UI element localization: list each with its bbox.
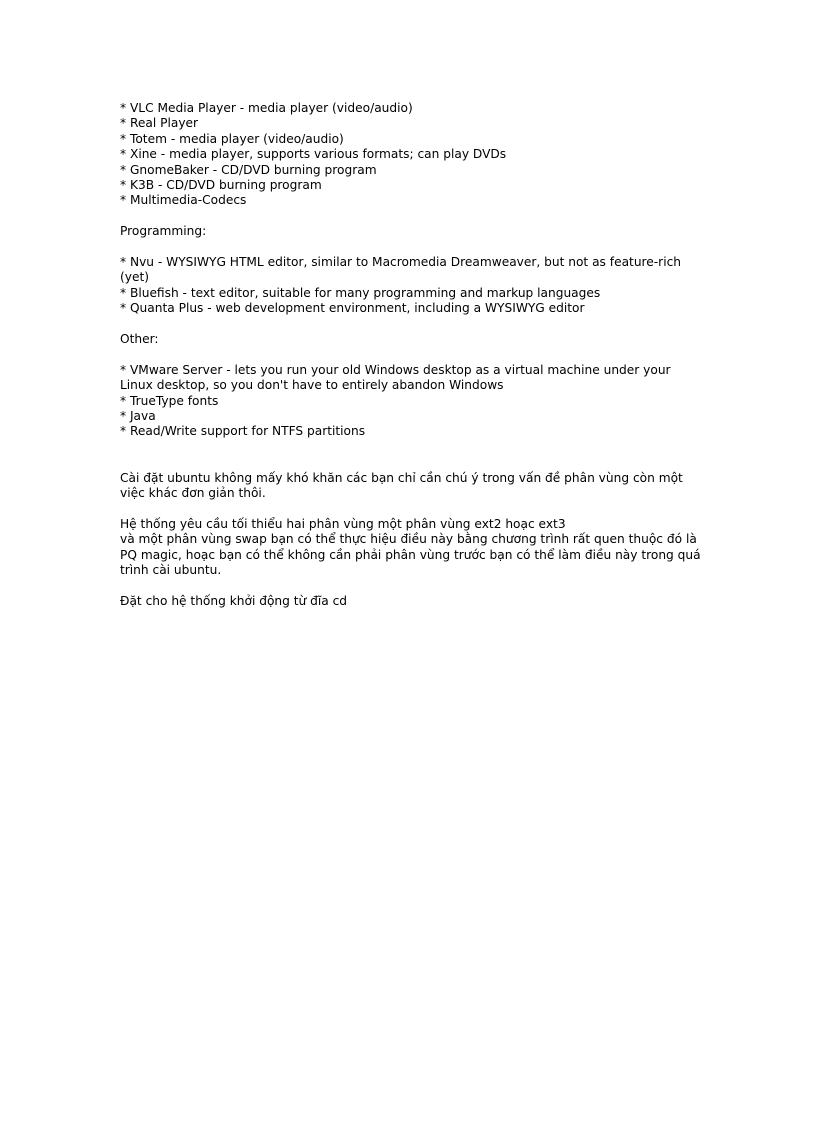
- section-heading-programming: Programming:: [120, 224, 207, 239]
- document-page: [120, 101, 700, 609]
- list-item: * Multimedia-Codecs: [120, 193, 247, 208]
- list-item: Linux desktop, so you don't have to entirely abandon Windows: [120, 378, 504, 393]
- list-item: * Nvu - WYSIWYG HTML editor, similar to Macromedia Dreamweaver, but not as feature-rich: [120, 255, 681, 270]
- list-item: (yet): [120, 270, 149, 285]
- programming-list: [120, 255, 700, 317]
- other-list: [120, 363, 700, 440]
- multimedia-list: [120, 101, 700, 209]
- paragraph-line: việc khác đơn giản thôi.: [120, 486, 266, 501]
- spacer: [120, 209, 700, 224]
- paragraph-line: và một phân vùng swap bạn có thể thực hiệu điều này bằng chương trình rất quen thuộc đó là: [120, 532, 697, 547]
- paragraph-partition-requirements: [120, 517, 700, 579]
- list-item: * Xine - media player, supports various formats; can play DVDs: [120, 147, 507, 162]
- list-item: * K3B - CD/DVD burning program: [120, 178, 322, 193]
- list-item: * VMware Server - lets you run your old Windows desktop as a virtual machine under your: [120, 362, 671, 377]
- list-item: * Totem - media player (video/audio): [120, 131, 344, 146]
- paragraph-boot-cd: Đặt cho hệ thống khởi động từ đĩa cd: [120, 593, 348, 608]
- list-item: * Real Player: [120, 116, 199, 131]
- paragraph-install-intro: [120, 471, 700, 502]
- spacer: [120, 579, 700, 594]
- list-item: * Java: [120, 409, 156, 424]
- section-heading-other: Other:: [120, 332, 159, 347]
- spacer: [120, 317, 700, 332]
- spacer: [120, 347, 700, 362]
- list-item: * GnomeBaker - CD/DVD burning program: [120, 162, 377, 177]
- spacer: [120, 440, 700, 471]
- paragraph-line: Hệ thống yêu cầu tối thiểu hai phân vùng một phân vùng ext2 hoạc ext3: [120, 516, 566, 531]
- list-item: * VLC Media Player - media player (video/audio): [120, 101, 413, 115]
- list-item: * TrueType fonts: [120, 393, 219, 408]
- paragraph-line: Cài đặt ubuntu không mấy khó khăn các bạn chỉ cần chú ý trong vấn đề phân vùng còn một: [120, 470, 683, 485]
- list-item: * Read/Write support for NTFS partitions: [120, 424, 366, 439]
- list-item: * Bluefish - text editor, suitable for many programming and markup languages: [120, 285, 601, 300]
- paragraph-line: trình cài ubuntu.: [120, 563, 222, 578]
- spacer: [120, 501, 700, 516]
- list-item: * Quanta Plus - web development environment, including a WYSIWYG editor: [120, 301, 585, 316]
- spacer: [120, 240, 700, 255]
- paragraph-line: PQ magic, hoạc bạn có thể không cần phải phân vùng trước bạn có thể làm điều này trong quá: [120, 547, 701, 562]
